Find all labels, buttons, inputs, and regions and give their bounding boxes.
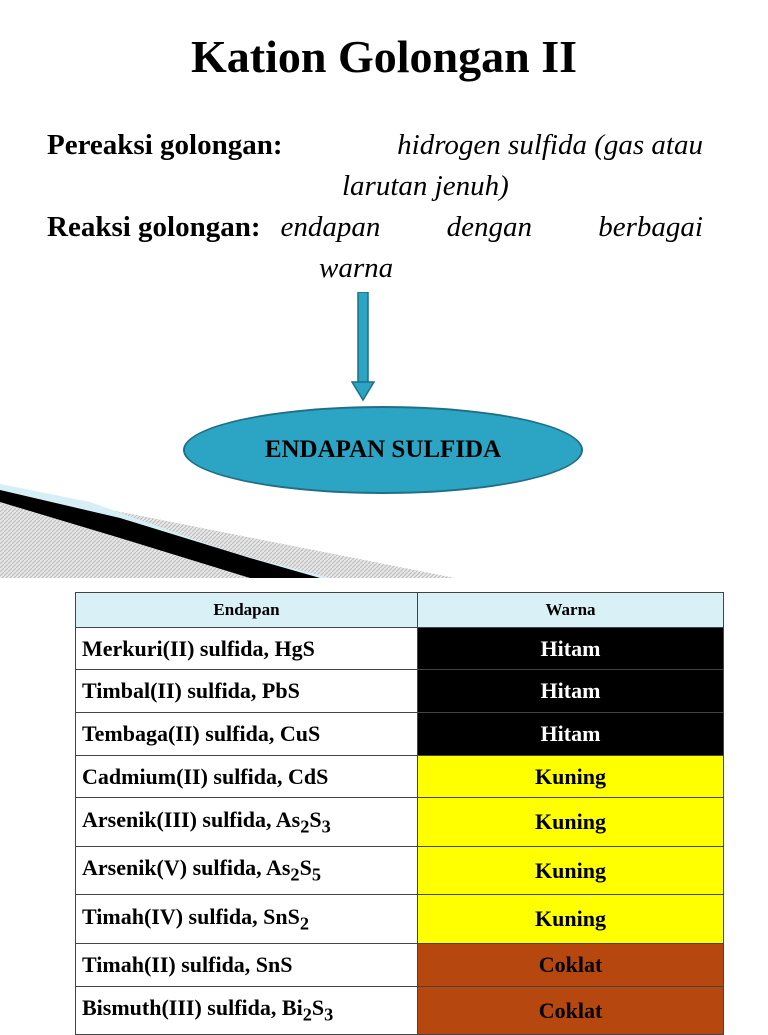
- reaction-label: Reaksi golongan:: [47, 211, 261, 243]
- reagent-text-line2: larutan jenuh): [342, 170, 509, 202]
- reaction-word: berbagai: [598, 211, 703, 243]
- table-row: [76, 987, 724, 1035]
- precipitate-name: Timbal(II) sulfida, PbS: [76, 670, 418, 713]
- precipitate-name: Tembaga(II) sulfida, CuS: [76, 713, 418, 756]
- sulfide-table: [75, 592, 724, 1035]
- table-row: [76, 847, 724, 895]
- precipitate-name: Timah(II) sulfida, SnS: [76, 944, 418, 987]
- precipitate-color: Kuning: [418, 895, 724, 944]
- decorative-swoosh: [0, 480, 460, 580]
- precipitate-name: Cadmium(II) sulfida, CdS: [76, 756, 418, 798]
- reagent-line: [47, 125, 703, 166]
- precipitate-name: Timah(IV) sulfida, SnS$_2$: [76, 895, 418, 944]
- table-row: [76, 628, 724, 670]
- down-arrow-icon: [351, 292, 375, 402]
- precipitate-color: Kuning: [418, 756, 724, 798]
- precipitate-color: Coklat: [418, 944, 724, 987]
- precipitate-color: Coklat: [418, 987, 724, 1035]
- precipitate-color: Hitam: [418, 628, 724, 670]
- reaction-text-line1: [281, 207, 703, 248]
- precipitate-color: Hitam: [418, 713, 724, 756]
- reagent-label: Pereaksi golongan:: [47, 129, 283, 161]
- precipitate-color: Hitam: [418, 670, 724, 713]
- table-row: [76, 713, 724, 756]
- table-row: [76, 670, 724, 713]
- table-row: [76, 756, 724, 798]
- table-row: [76, 895, 724, 944]
- slide-title: Kation Golongan II: [191, 31, 577, 82]
- reaction-word: dengan: [446, 211, 533, 243]
- reaction-word: endapan: [280, 211, 381, 243]
- precipitate-name: Bismuth(III) sulfida, $Bi_2S_3$: [76, 987, 418, 1035]
- precipitate-name: Arsenik(III) sulfida, $As_2S_3$: [76, 798, 418, 847]
- reagent-description: [47, 125, 703, 289]
- precipitate-name: Merkuri(II) sulfida, HgS: [76, 628, 418, 670]
- reaction-line: [47, 207, 703, 248]
- precipitate-name: Arsenik(V) sulfida, $As_2S_5$: [76, 847, 418, 895]
- header-warna: Warna: [418, 593, 724, 628]
- reagent-text-line1: hidrogen sulfida (gas atau: [397, 129, 703, 161]
- result-label: ENDAPAN SULFIDA: [264, 436, 502, 463]
- table-row: [76, 798, 724, 847]
- table-row: [76, 944, 724, 987]
- table-header-row: [76, 593, 724, 628]
- precipitate-color: Kuning: [418, 798, 724, 847]
- precipitate-color: Kuning: [418, 847, 724, 895]
- header-endapan: Endapan: [76, 593, 418, 628]
- reaction-text-line2: warna: [319, 252, 394, 284]
